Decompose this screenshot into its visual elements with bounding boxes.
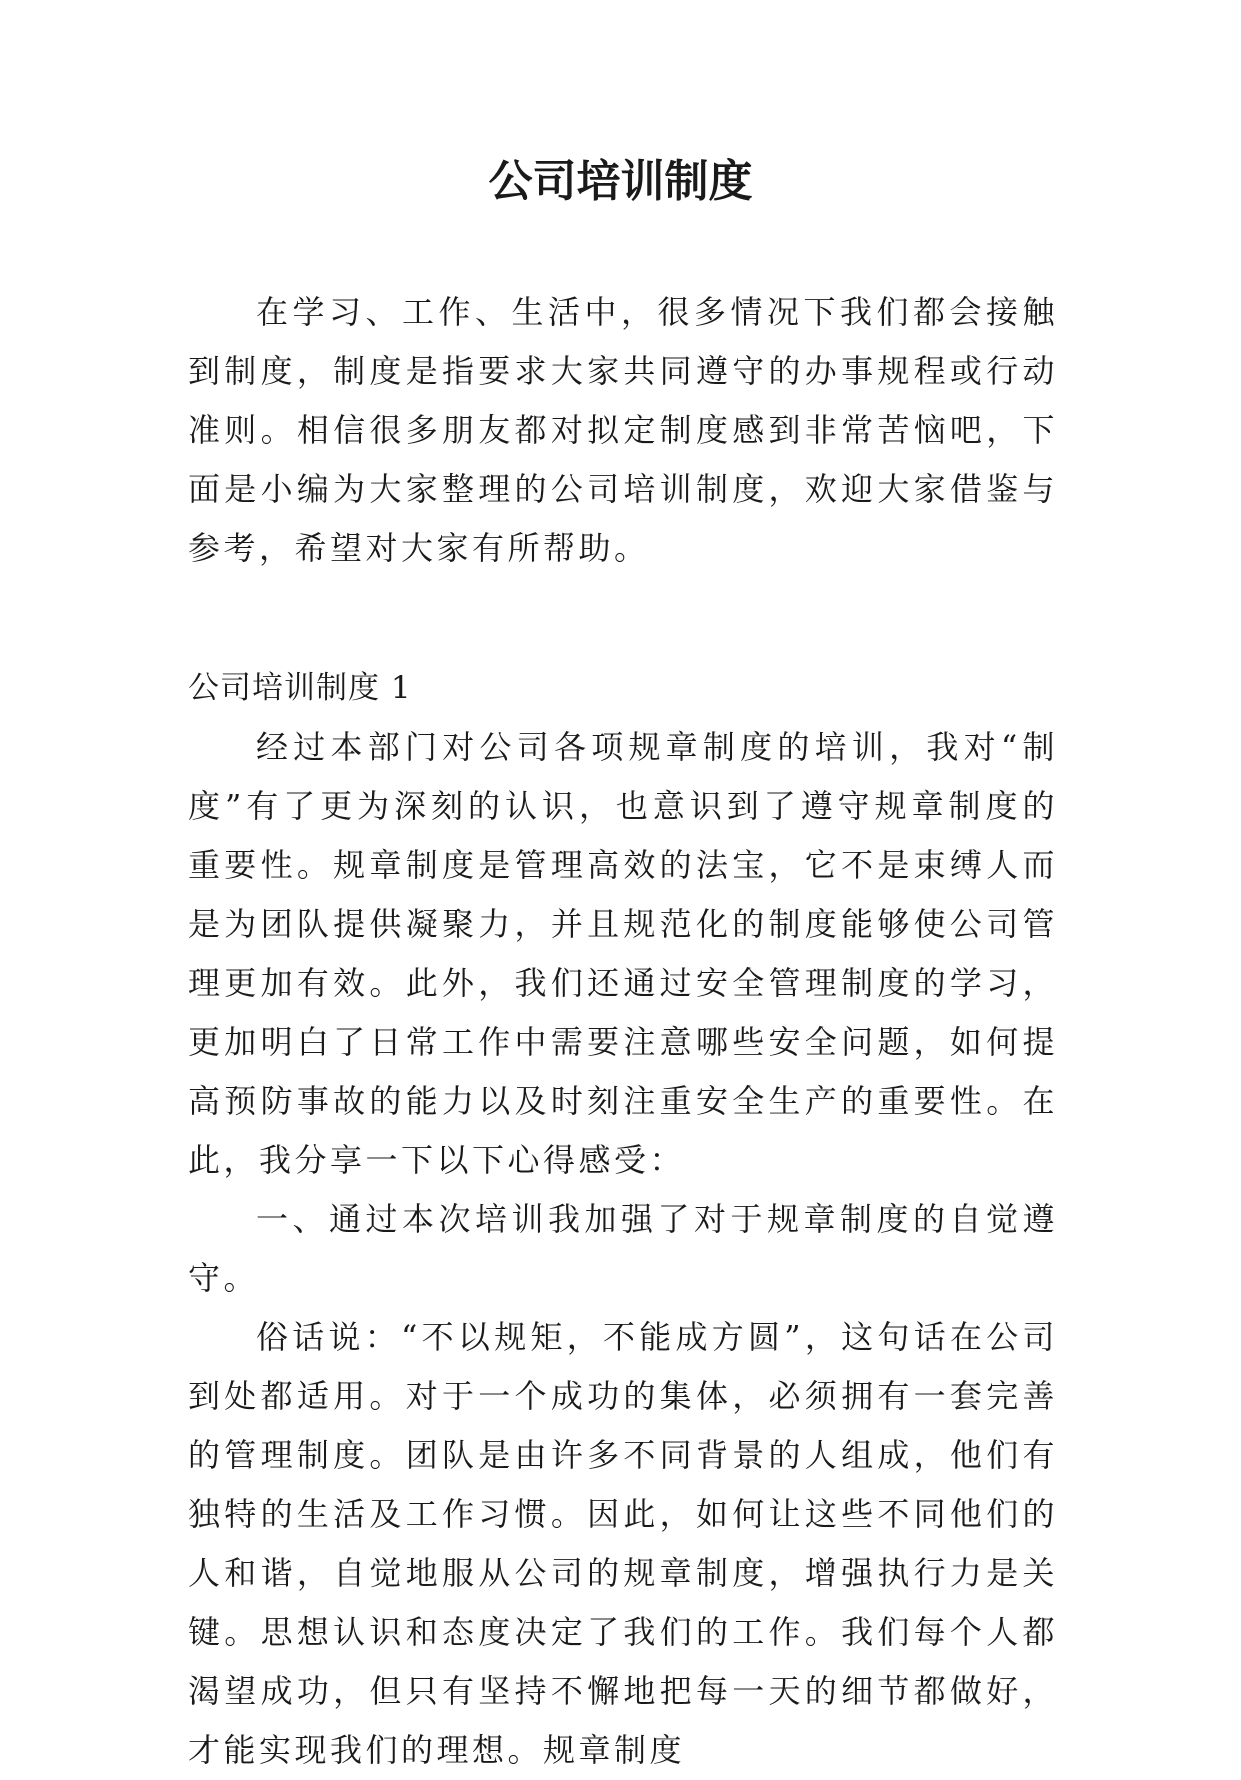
document-body xyxy=(188,283,1058,1780)
body-paragraph: 一、通过本次培训我加强了对于规章制度的自觉遵守。 xyxy=(188,1200,1058,1297)
section-heading: 公司培训制度 1 xyxy=(188,670,412,706)
body-paragraph: 经过本部门对公司各项规章制度的培训，我对“制度”有了更为深刻的认识，也意识到了遵守规章制度的重要性。规章制度是管理高效的法宝，它不是束缚人而是为团队提供凝聚力，并且规范化的制度能够使公司管理更加有效。此外，我们还通过安全管理制度的学习，更加明白了日常工作中需要注意哪些安全问题，如何提高预防事故的能力以及时刻注重安全生产的重要性。在此，我分享一下以下心得感受： xyxy=(188,728,1058,1179)
body-paragraph: 俗话说：“不以规矩，不能成方圆”，这句话在公司到处都适用。对于一个成功的集体，必须拥有一套完善的管理制度。团队是由许多不同背景的人组成，他们有独特的生活及工作习惯。因此，如何让这些不同他们的人和谐，自觉地服从公司的规章制度，增强执行力是关键。思想认识和态度决定了我们的工作。我们每个人都渴望成功，但只有坚持不懈地把每一天的细节都做好，才能实现我们的理想。规章制度 xyxy=(188,1318,1058,1769)
document-title: 公司培训制度 xyxy=(488,156,753,207)
intro-paragraph: 在学习、工作、生活中，很多情况下我们都会接触到制度，制度是指要求大家共同遵守的办事规程或行动准则。相信很多朋友都对拟定制度感到非常苦恼吧，下面是小编为大家整理的公司培训制度，欢迎大家借鉴与参考，希望对大家有所帮助。 xyxy=(188,293,1058,567)
